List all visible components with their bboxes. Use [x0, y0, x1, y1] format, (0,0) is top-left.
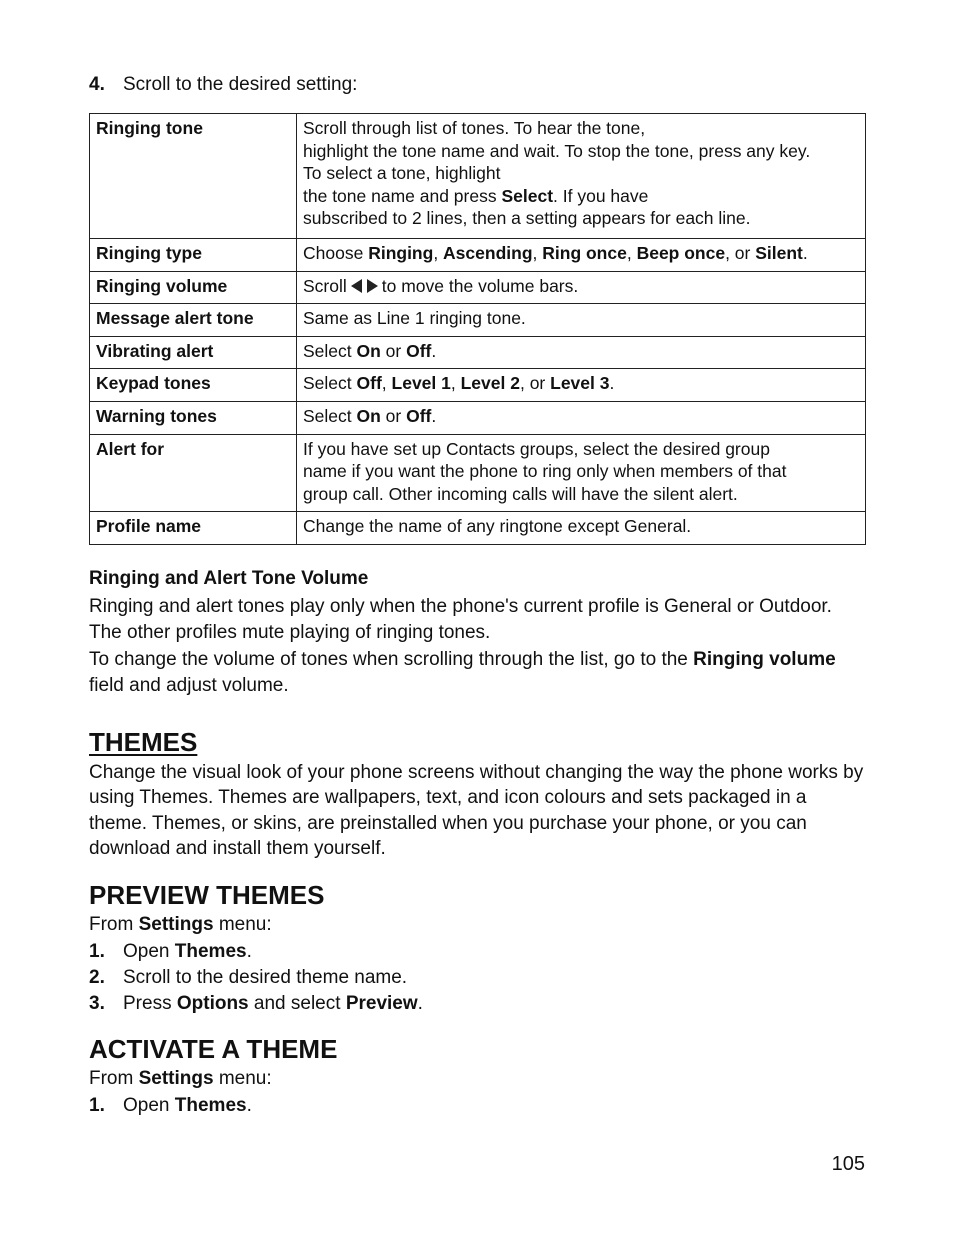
table-row: [90, 401, 866, 434]
setting-description: Select Off, Level 1, Level 2, or Level 3.: [297, 369, 866, 402]
list-item: 3. Press Options and select Preview.: [89, 993, 423, 1014]
setting-description: Change the name of any ringtone except General.: [297, 512, 866, 545]
preview-steps: [89, 939, 423, 1017]
setting-description: Choose Ringing, Ascending, Ring once, Beep once, or Silent.: [297, 239, 866, 272]
table-row: [90, 512, 866, 545]
themes-heading: THEMES: [89, 727, 198, 757]
table-row: [90, 434, 866, 512]
arrow-left-icon: [351, 279, 362, 293]
list-item: 1. Open Themes.: [89, 1095, 252, 1116]
table-row: [90, 114, 866, 239]
setting-description: Same as Line 1 ringing tone.: [297, 304, 866, 337]
setting-description: Select On or Off.: [297, 336, 866, 369]
setting-name: Ringing type: [90, 239, 297, 272]
volume-paragraph-2: To change the volume of tones when scrolling through the list, go to the Ringing volume field and adjust volume.: [89, 649, 836, 696]
setting-description: Scroll to move the volume bars.: [297, 271, 866, 304]
setting-name: Message alert tone: [90, 304, 297, 337]
setting-description: Scroll through list of tones. To hear the tone, highlight the tone name and wait. To stop the tone, press any key. To select a tone, highlight the tone name and press Select. If you have subscribed to 2 lines, then a setting appears for each line.: [297, 114, 866, 239]
list-item: 2. Scroll to the desired theme name.: [89, 967, 408, 988]
setting-description: Select On or Off.: [297, 401, 866, 434]
setting-description: If you have set up Contacts groups, select the desired group name if you want the phone to ring only when members of that group call. Other incoming calls will have the silent alert.: [297, 434, 866, 512]
themes-paragraph: Change the visual look of your phone screens without changing the way the phone works by using Themes. Themes are wallpapers, text, and icon colours and sets packaged in a theme. Themes, or skins, are preinstalled when you purchase your phone, or you can download and install them yourself.: [89, 762, 864, 859]
activate-steps: [89, 1093, 252, 1119]
setting-name: Ringing tone: [90, 114, 297, 239]
activate-theme-heading: ACTIVATE A THEME: [89, 1034, 338, 1064]
preview-themes-heading: PREVIEW THEMES: [89, 880, 325, 910]
volume-paragraph-1: Ringing and alert tones play only when the phone's current profile is General or Outdoor. The other profiles mute playing of ringing tones.: [89, 596, 832, 643]
list-item: 1. Open Themes.: [89, 941, 252, 962]
setting-name: Alert for: [90, 434, 297, 512]
setting-name: Keypad tones: [90, 369, 297, 402]
setting-name: Vibrating alert: [90, 336, 297, 369]
setting-name: Ringing volume: [90, 271, 297, 304]
table-row: [90, 239, 866, 272]
preview-from-line: From Settings menu:: [89, 914, 272, 935]
setting-name: Warning tones: [90, 401, 297, 434]
table-row: [90, 271, 866, 304]
activate-from-line: From Settings menu:: [89, 1068, 272, 1089]
intro-step: [89, 72, 357, 98]
step-number: 4.: [89, 74, 105, 95]
table-row: [90, 304, 866, 337]
settings-table: [89, 113, 866, 545]
table-row: [90, 369, 866, 402]
arrow-right-icon: [367, 279, 378, 293]
step-text: Scroll to the desired setting:: [123, 74, 358, 95]
volume-heading: Ringing and Alert Tone Volume: [89, 568, 369, 589]
setting-name: Profile name: [90, 512, 297, 545]
page-number: 105: [831, 1153, 865, 1175]
table-row: [90, 336, 866, 369]
